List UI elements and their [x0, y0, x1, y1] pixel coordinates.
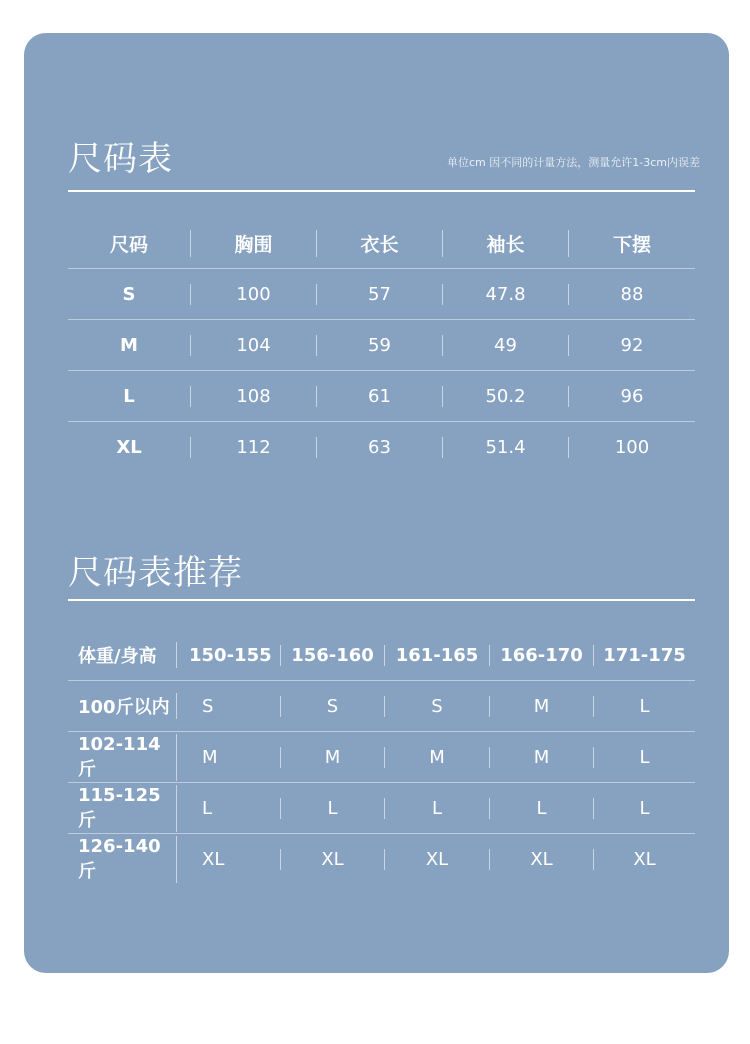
table-cell: L [639, 695, 650, 717]
table-cell: M [385, 747, 490, 768]
table-cell: L [177, 798, 281, 819]
table-cell: L [639, 797, 650, 819]
table-cell: 104 [191, 335, 317, 356]
table-cell: 57 [317, 284, 443, 305]
table-cell: XL [385, 849, 490, 870]
size-chart-divider [68, 190, 695, 192]
table-cell: S [385, 696, 490, 717]
table-cell: XL [490, 849, 594, 870]
size-header-cell: 胸围 [191, 230, 317, 257]
table-cell: 96 [620, 385, 644, 407]
table-cell: 100 [191, 284, 317, 305]
recommendation-header-cell: 166-170 [490, 645, 594, 666]
size-header-cell: 下摆 [612, 233, 651, 256]
size-label-cell: S [68, 284, 191, 305]
table-cell: 63 [317, 437, 443, 458]
table-cell: 61 [317, 386, 443, 407]
table-cell: 100 [614, 436, 650, 458]
recommendation-header-cell: 150-155 [177, 645, 281, 666]
recommendation-header-cell: 161-165 [385, 645, 490, 666]
size-label-cell: M [68, 335, 191, 356]
table-row [68, 783, 695, 834]
weight-label-cell: 115-125斤 [68, 785, 177, 832]
table-cell: 112 [191, 437, 317, 458]
table-row [68, 371, 695, 422]
recommendation-header-row [68, 630, 695, 681]
table-cell: L [490, 798, 594, 819]
table-cell: 47.8 [443, 284, 569, 305]
table-row [68, 320, 695, 371]
size-header-cell: 衣长 [317, 230, 443, 257]
table-cell: L [639, 746, 650, 768]
weight-label-cell: 126-140斤 [68, 836, 177, 883]
table-cell: M [490, 696, 594, 717]
table-cell: M [177, 747, 281, 768]
table-cell: 108 [191, 386, 317, 407]
size-chart-card [24, 33, 729, 973]
weight-label-cell: 102-114斤 [68, 734, 177, 781]
table-cell: 49 [443, 335, 569, 356]
table-cell: 59 [317, 335, 443, 356]
recommendation-title: 尺码表推荐 [68, 553, 243, 593]
recommendation-header-cell: 体重/身高 [68, 642, 177, 668]
table-cell: 51.4 [443, 437, 569, 458]
table-cell: 88 [620, 283, 644, 305]
size-header-cell: 袖长 [443, 230, 569, 257]
size-table-header-row [68, 218, 695, 269]
table-cell: L [281, 798, 385, 819]
table-cell: M [281, 747, 385, 768]
table-row [68, 732, 695, 783]
table-cell: M [490, 747, 594, 768]
recommendation-header-cell: 156-160 [281, 645, 385, 666]
size-chart-title: 尺码表 [68, 139, 173, 179]
table-row [68, 422, 695, 472]
table-cell: L [385, 798, 490, 819]
table-cell: 50.2 [443, 386, 569, 407]
table-row [68, 681, 695, 732]
size-table [68, 218, 695, 472]
size-label-cell: XL [68, 437, 191, 458]
size-label-cell: L [68, 386, 191, 407]
table-cell: S [177, 696, 281, 717]
table-row [68, 834, 695, 884]
weight-label-cell: 100斤以内 [68, 693, 177, 719]
table-cell: XL [633, 848, 656, 870]
table-row [68, 269, 695, 320]
table-cell: S [281, 696, 385, 717]
table-cell: XL [281, 849, 385, 870]
table-cell: XL [177, 849, 281, 870]
recommendation-header-cell: 171-175 [603, 644, 686, 666]
size-header-cell: 尺码 [68, 230, 191, 257]
measurement-note: 单位cm 因不同的计量方法，测量允许1-3cm内误差 [447, 156, 700, 169]
table-cell: 92 [620, 334, 644, 356]
recommendation-divider [68, 599, 695, 601]
recommendation-table [68, 630, 695, 884]
